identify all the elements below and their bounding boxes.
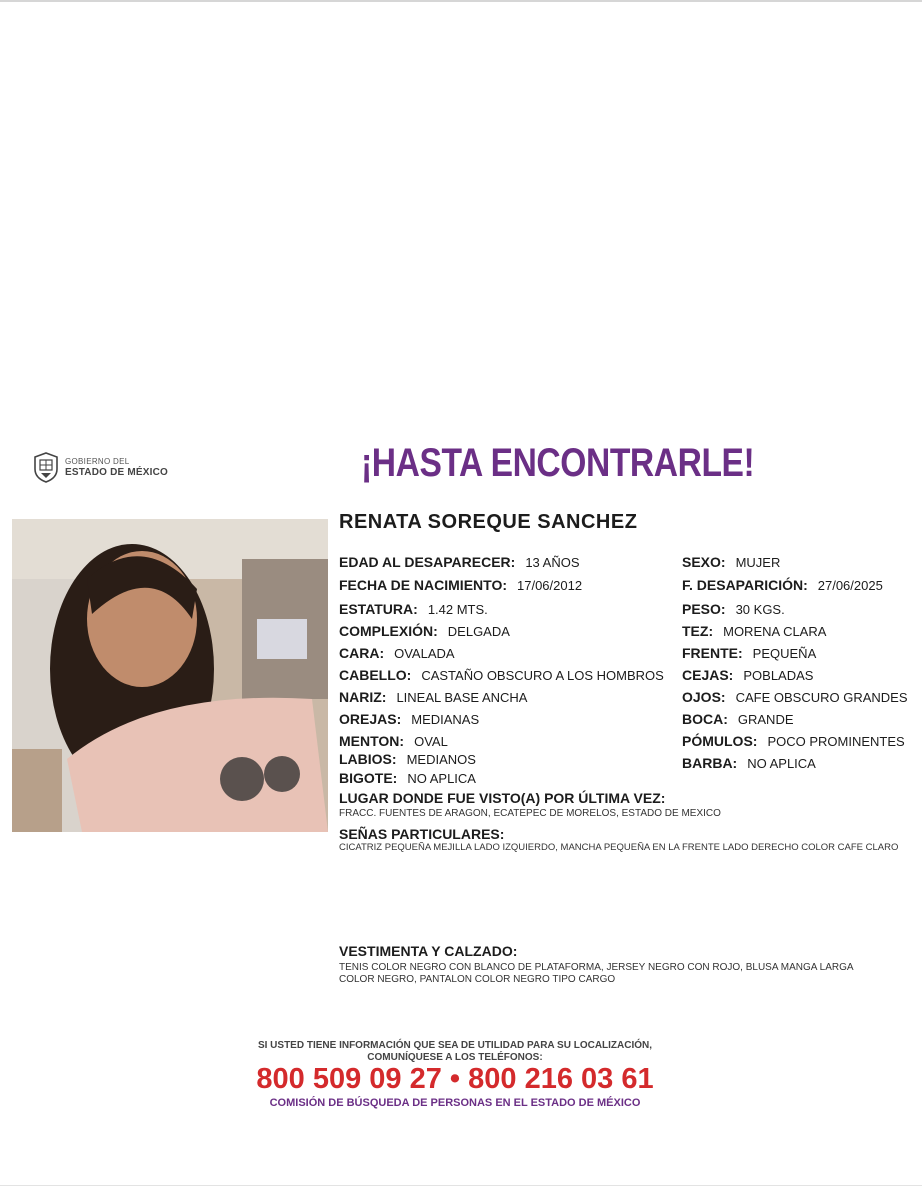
field-value: GRANDE [737, 712, 794, 727]
field-age [339, 554, 580, 570]
field-value: MEDIANOS [406, 752, 476, 767]
field-nose [339, 689, 527, 705]
field-label: FECHA DE NACIMIENTO: [339, 577, 507, 593]
field-label: OREJAS: [339, 711, 402, 727]
field-value: POCO PROMINENTES [767, 734, 905, 749]
headline: ¡HASTA ENCONTRARLE! [361, 441, 755, 485]
last-seen-title: LUGAR DONDE FUE VISTO(A) POR ÚLTIMA VEZ: [339, 790, 666, 806]
field-value: NO APLICA [407, 771, 476, 786]
field-lips [339, 751, 476, 767]
marks-title: SEÑAS PARTICULARES: [339, 826, 505, 842]
phone-numbers: 800 509 09 27 • 800 216 03 61 [256, 1063, 654, 1095]
field-value: OVAL [414, 734, 448, 749]
field-chin [339, 733, 448, 749]
field-value: OVALADA [394, 646, 455, 661]
field-weight [682, 601, 785, 617]
field-value: 27/06/2025 [817, 578, 883, 593]
marks-text: CICATRIZ PEQUEÑA MEJILLA LADO IZQUIERDO, MANCHA PEQUEÑA EN LA FRENTE LADO DERECHO COLOR CAFE CLARO [339, 842, 899, 853]
field-disappearance-date [682, 577, 883, 593]
field-label: F. DESAPARICIÓN: [682, 577, 808, 593]
field-label: BIGOTE: [339, 770, 398, 786]
field-label: LABIOS: [339, 751, 397, 767]
clothing-text: TENIS COLOR NEGRO CON BLANCO DE PLATAFORMA, JERSEY NEGRO CON ROJO, BLUSA MANGA LARGA COLOR NEGRO, PANTALON COLOR NEGRO TIPO CARGO [339, 962, 853, 985]
field-label: OJOS: [682, 689, 726, 705]
field-height [339, 601, 488, 617]
field-value: CAFE OBSCURO GRANDES [735, 690, 908, 705]
field-label: CABELLO: [339, 667, 412, 683]
person-name: RENATA SOREQUE SANCHEZ [339, 511, 638, 533]
field-value: MEDIANAS [411, 712, 480, 727]
field-eyebrows [682, 667, 813, 683]
field-label: NARIZ: [339, 689, 387, 705]
top-border [0, 0, 922, 2]
logo-line-1: GOBIERNO DEL [65, 457, 130, 466]
contact-info-line-2: COMUNÍQUESE A LOS TELÉFONOS: [367, 1052, 543, 1063]
field-label: MENTON: [339, 733, 405, 749]
field-label: ESTATURA: [339, 601, 418, 617]
field-label: TEZ: [682, 623, 714, 639]
field-label: PESO: [682, 601, 726, 617]
field-value: LINEAL BASE ANCHA [396, 690, 528, 705]
field-value: PEQUEÑA [752, 646, 817, 661]
logo-line-2: ESTADO DE MÉXICO [65, 467, 169, 478]
state-seal-icon [32, 451, 60, 483]
field-value: MUJER [735, 555, 781, 570]
field-mustache [339, 770, 476, 786]
field-forehead [682, 645, 816, 661]
field-beard [682, 755, 816, 771]
missing-person-photo [12, 519, 328, 832]
field-value: 30 KGS. [735, 602, 785, 617]
field-hair [339, 667, 664, 683]
field-value: 13 AÑOS [525, 555, 580, 570]
government-logo [32, 451, 168, 483]
field-label: PÓMULOS: [682, 733, 758, 749]
field-label: CEJAS: [682, 667, 734, 683]
last-seen-location: FRACC. FUENTES DE ARAGON, ECATEPEC DE MORELOS, ESTADO DE MEXICO [339, 808, 721, 819]
field-value: NO APLICA [747, 756, 816, 771]
contact-info [220, 1040, 690, 1064]
field-value: DELGADA [447, 624, 510, 639]
field-label: SEXO: [682, 554, 726, 570]
field-value: CASTAÑO OBSCURO A LOS HOMBROS [421, 668, 664, 683]
field-label: EDAD AL DESAPARECER: [339, 554, 516, 570]
bottom-border [0, 1185, 922, 1186]
field-value: 17/06/2012 [517, 578, 583, 593]
field-label: BARBA: [682, 755, 738, 771]
field-cheekbones [682, 733, 905, 749]
field-eyes [682, 689, 908, 705]
field-birthdate [339, 577, 582, 593]
field-ears [339, 711, 479, 727]
commission-name: COMISIÓN DE BÚSQUEDA DE PERSONAS EN EL ESTADO DE MÉXICO [269, 1097, 641, 1109]
field-sex [682, 554, 780, 570]
field-mouth [682, 711, 794, 727]
field-value: MORENA CLARA [723, 624, 827, 639]
field-value: 1.42 MTS. [427, 602, 488, 617]
contact-info-line-1: SI USTED TIENE INFORMACIÓN QUE SEA DE UTILIDAD PARA SU LOCALIZACIÓN, [257, 1040, 653, 1051]
field-build [339, 623, 510, 639]
field-value: POBLADAS [743, 668, 814, 683]
field-label: BOCA: [682, 711, 728, 727]
field-face [339, 645, 455, 661]
field-label: COMPLEXIÓN: [339, 623, 438, 639]
field-label: CARA: [339, 645, 385, 661]
field-complexion [682, 623, 826, 639]
clothing-title: VESTIMENTA Y CALZADO: [339, 943, 518, 959]
field-label: FRENTE: [682, 645, 743, 661]
